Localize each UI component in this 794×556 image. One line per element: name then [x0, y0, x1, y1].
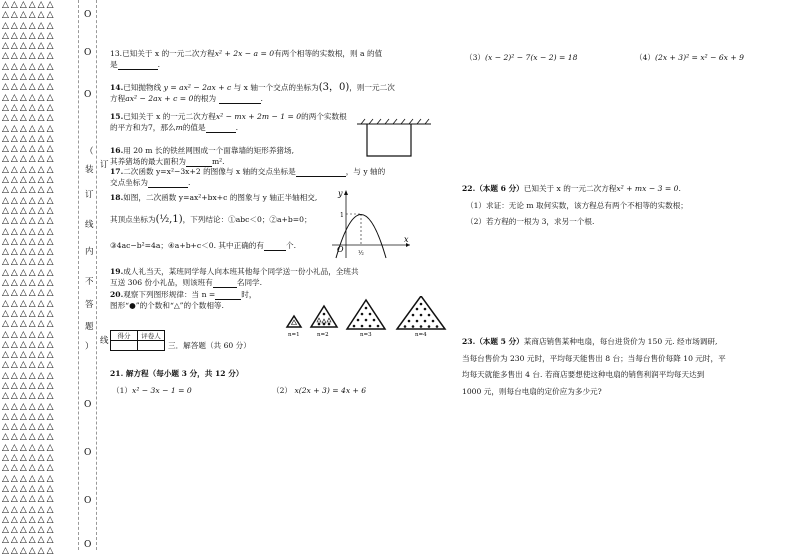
section-3-heading: 三．解答题（共 60 分）	[168, 341, 251, 350]
answer-blank[interactable]	[264, 250, 286, 251]
binding-warning-char: 装	[85, 165, 94, 175]
margin-triangle-pattern	[2, 0, 62, 556]
answer-blank[interactable]	[148, 187, 188, 188]
triangle-row: △△△△△△	[2, 391, 56, 402]
binding-hole-icon: O	[84, 400, 92, 410]
q21-part4: （4）(2x + 3)² = x² − 6x + 9	[635, 53, 744, 62]
binding-line-left	[78, 0, 79, 550]
grader-cell[interactable]	[138, 341, 165, 351]
triangle-row: △△△△△△	[2, 41, 56, 52]
question-19: 19.成人礼当天，某班同学每人向本班其他每个同学送一份小礼品，全班共 互送 306 份小礼品，则该班有 名同学.	[110, 267, 359, 287]
triangle-row: △△△△△△	[2, 463, 56, 474]
question-18-line3: ③4ac−b²=4a；④a+b+c＜0. 其中正确的有 个.	[110, 241, 297, 250]
triangle-row: △△△△△△	[2, 164, 56, 175]
triangle-label-n1: n=1	[288, 332, 300, 338]
binding-warning-char: 不	[85, 277, 94, 287]
binding-warning-char: 订	[85, 190, 94, 200]
q21-part2: （2） x(2x + 3) = 4x + 6	[272, 386, 367, 395]
triangle-row: △△△△△△	[2, 92, 56, 103]
triangle-row: △△△△△△	[2, 10, 56, 21]
q22-part2: （2）若方程的一根为 3，求另一个根.	[466, 217, 595, 226]
triangle-row: △△△△△△	[2, 102, 56, 113]
binding-hole-icon: O	[84, 90, 92, 100]
parabola-graph	[328, 188, 413, 260]
triangle-row: △△△△△△	[2, 411, 56, 422]
triangle-row: △△△△△△	[2, 442, 56, 453]
question-18-line2: 其顶点坐标为(½,1)，下列结论：①abc＜0；②a+b=0；	[110, 214, 312, 225]
graph-x-label: x	[404, 235, 409, 244]
triangle-row: △△△△△△	[2, 278, 56, 289]
triangle-row: △△△△△△	[2, 72, 56, 83]
triangle-row: △△△△△△	[2, 267, 56, 278]
triangle-pattern-figures	[284, 296, 454, 340]
triangle-row: △△△△△△	[2, 51, 56, 62]
triangle-row: △△△△△△	[2, 175, 56, 186]
triangle-row: △△△△△△	[2, 20, 56, 31]
question-22: 22.（本题 6 分）已知关于 x 的一元二次方程x² + mx − 3 = 0.	[462, 184, 681, 193]
triangle-row: △△△△△△	[2, 82, 56, 93]
question-17: 17.二次函数 y=x²−3x+2 的图像与 x 轴的交点坐标是 ，与 y 轴的 交点坐标为 .	[110, 167, 386, 187]
triangle-row: △△△△△△	[2, 257, 56, 268]
question-18: 18.如图，二次函数 y=ax²+bx+c 的图象与 y 轴正半轴相交,	[110, 193, 318, 202]
triangle-row: △△△△△△	[2, 236, 56, 247]
binding-warning-char: 答	[85, 300, 94, 310]
question-13: 13.已知关于 x 的一元二次方程x² + 2x − a = 0有两个相等的实数根，则 a 的值 是 .	[110, 49, 383, 69]
question-15: 15.已知关于 x 的一元二次方程x² − mx + 2m − 1 = 0的两个实数根 的平方和为7，那么m的值是 .	[110, 112, 347, 132]
graph-origin-label: O	[337, 245, 344, 254]
score-header: 得分	[111, 331, 138, 341]
triangle-row: △△△△△△	[2, 422, 56, 433]
triangle-row: △△△△△△	[2, 319, 56, 330]
triangle-row: △△△△△△	[2, 525, 56, 536]
q22-part1: （1）求证：无论 m 取何实数，该方程总有两个不相等的实数根；	[466, 201, 688, 210]
triangle-row: △△△△△△	[2, 216, 56, 227]
graph-half-label: ½	[358, 250, 364, 257]
triangle-label-n4: n=4	[415, 332, 427, 338]
graph-y-label: y	[338, 189, 343, 198]
question-16: 16.用 20 m 长的铁丝网围成一个面靠墙的矩形养猪场, 其养猪场的最大面积为 m².	[110, 146, 295, 166]
score-cell[interactable]	[111, 341, 138, 351]
triangle-row: △△△△△△	[2, 288, 56, 299]
triangle-row: △△△△△△	[2, 298, 56, 309]
triangle-row: △△△△△△	[2, 329, 56, 340]
answer-blank[interactable]	[215, 299, 241, 300]
triangle-row: △△△△△△	[2, 339, 56, 350]
question-23: 23.（本题 5 分）某商店销售某种电扇，每台进货价为 150 元. 经市场调研, 当每台售价为 230 元时，平均每天能售出 8 台；当每台售价每降 10 元时，平 均每天就能多售出 4 台. 若商店要想使这种电扇的销售利润平均每天达到 1000 元，则每台电扇的定价应为多少元?	[462, 337, 726, 396]
triangle-row: △△△△△△	[2, 514, 56, 525]
triangle-row: △△△△△△	[2, 401, 56, 412]
answer-blank[interactable]	[206, 132, 236, 133]
triangle-row: △△△△△△	[2, 494, 56, 505]
triangle-row: △△△△△△	[2, 185, 56, 196]
triangle-row: △△△△△△	[2, 123, 56, 134]
triangle-row: △△△△△△	[2, 350, 56, 361]
binding-hole-icon: O	[84, 448, 92, 458]
triangle-row: △△△△△△	[2, 504, 56, 515]
triangle-row: △△△△△△	[2, 535, 56, 546]
triangle-row: △△△△△△	[2, 0, 56, 10]
binding-hole-icon: O	[84, 48, 92, 58]
triangle-row: △△△△△△	[2, 360, 56, 371]
binding-hole-icon: O	[84, 540, 92, 550]
triangle-row: △△△△△△	[2, 113, 56, 124]
answer-blank[interactable]	[219, 103, 261, 104]
binding-warning-char: ）	[85, 342, 94, 352]
question-21-title: 21. 解方程（每小题 3 分，共 12 分）	[110, 369, 244, 378]
question-20: 20.观察下列图形规律：当 n = 时， 图形“●”的个数和“△”的个数相等.	[110, 290, 257, 310]
q21-part3: （3）(x − 2)² − 7(x − 2) = 18	[465, 53, 578, 62]
binding-hole-icon: O	[84, 10, 92, 20]
binding-warning-char: 线	[85, 220, 94, 230]
score-table	[110, 330, 165, 351]
pig-pen-figure	[355, 118, 435, 160]
grader-header: 评卷人	[138, 331, 165, 341]
triangle-row: △△△△△△	[2, 154, 56, 165]
triangle-row: △△△△△△	[2, 133, 56, 144]
triangle-row: △△△△△△	[2, 144, 56, 155]
triangle-row: △△△△△△	[2, 483, 56, 494]
triangle-row: △△△△△△	[2, 432, 56, 443]
binding-warning-char: 题	[85, 322, 94, 332]
q21-part1: （1）x² − 3x − 1 = 0	[112, 386, 192, 395]
triangle-label-n3: n=3	[360, 332, 372, 338]
binding-warning-char: （	[85, 147, 94, 157]
triangle-row: △△△△△△	[2, 30, 56, 41]
answer-blank[interactable]	[296, 176, 346, 177]
triangle-row: △△△△△△	[2, 205, 56, 216]
triangle-row: △△△△△△	[2, 473, 56, 484]
triangle-label-n2: n=2	[317, 332, 329, 338]
binding-hole-icon: O	[84, 496, 92, 506]
triangle-row: △△△△△△	[2, 61, 56, 72]
binding-side-char: 线	[100, 336, 109, 346]
binding-side-char: 订	[100, 160, 109, 170]
triangle-row: △△△△△△	[2, 247, 56, 258]
binding-warning-char: 内	[85, 247, 94, 257]
triangle-row: △△△△△△	[2, 226, 56, 237]
triangle-row: △△△△△△	[2, 195, 56, 206]
triangle-row: △△△△△△	[2, 453, 56, 464]
binding-line-right	[96, 0, 97, 550]
answer-blank[interactable]	[213, 287, 237, 288]
answer-blank[interactable]	[118, 69, 158, 70]
triangle-row: △△△△△△	[2, 370, 56, 381]
triangle-row: △△△△△△	[2, 380, 56, 391]
question-14: 14.已知抛物线 y = ax² − 2ax + c 与 x 轴一个交点的坐标为(3，0)，则一元二次 方程ax² − 2ax + c = 0的根为 .	[110, 82, 395, 103]
triangle-row: △△△△△△	[2, 308, 56, 319]
triangle-row: △△△△△△	[2, 545, 56, 556]
graph-one-label: 1	[340, 212, 344, 219]
